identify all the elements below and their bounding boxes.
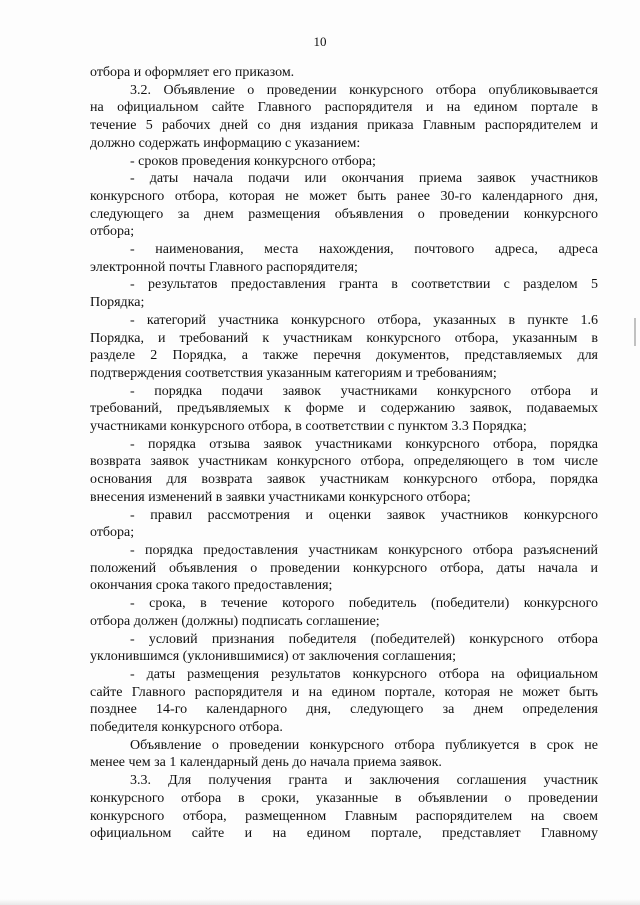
text-line: отбора должен (должны) подписать соглашение; (90, 613, 380, 629)
text-line: - порядка предоставления участникам конкурсного отбора разъяснений (130, 542, 598, 558)
text-line: положений объявления о проведении конкурсного отбора, даты начала и (90, 560, 598, 576)
text-line: отбора и оформляет его приказом. (90, 65, 295, 80)
text-line: 3.3. Для получения гранта и заключения соглашения участник (130, 773, 598, 789)
text-line: Объявление о проведении конкурсного отбора публикуется в срок не (130, 737, 598, 753)
text-line: - порядка отзыва заявок участниками конкурсного отбора, порядка (130, 436, 598, 452)
text-line: следующего за днем размещения объявления о проведении конкурсного (90, 206, 598, 222)
text-line: участниками конкурсного отбора, в соответствии с пунктом 3.3 Порядка; (90, 419, 527, 435)
text-line: - правил рассмотрения и оценки заявок участников конкурсного (130, 507, 598, 523)
text-line: на официальном сайте Главного распорядителя и на едином портале в (90, 100, 598, 116)
text-line: - условий признания победителя (победителей) конкурсного отбора (130, 631, 598, 647)
text-line: - порядка подачи заявок участниками конкурсного отбора и (130, 383, 598, 399)
text-line: отбора; (90, 224, 135, 240)
text-line: официальном сайте и на едином портале, представляет Главному (90, 826, 598, 842)
text-line: Порядка, и требований к участникам конкурсного отбора, указанным в (90, 330, 598, 346)
text-line: - наименования, места нахождения, почтового адреса, адреса (130, 242, 598, 258)
text-line: конкурсного отбора, которая не может быть ранее 30-го календарного дня, (90, 188, 598, 204)
text-line: - категорий участника конкурсного отбора, указанных в пункте 1.6 (130, 312, 598, 328)
text-line: конкурсного отбора в сроки, указанные в объявлении о проведении (90, 790, 598, 806)
text-line: конкурсного отбора, размещенном Главным распорядителем на своем (90, 808, 598, 824)
text-line: разделе 2 Порядка, а также перечня документов, представляемых для (90, 348, 598, 364)
text-line: - даты начала подачи или окончания приема заявок участников (130, 171, 598, 187)
text-line: основания для возврата заявок участникам конкурсного отбора, порядка (90, 472, 598, 488)
text-line: позднее 14-го календарного дня, следующего за днем определения (90, 702, 598, 718)
text-line: возврата заявок участникам конкурсного отбора, определяющего в том числе (90, 454, 598, 470)
text-line: Порядка; (90, 295, 145, 311)
text-line: - даты размещения результатов конкурсного отбора на официальном (130, 666, 598, 682)
text-line: отбора; (90, 525, 135, 541)
text-line: 3.2. Объявление о проведении конкурсного отбора опубликовывается (130, 82, 598, 98)
text-line: электронной почты Главного распорядителя; (90, 259, 358, 275)
text-line: должно содержать информацию с указанием: (90, 135, 361, 151)
text-line: - срока, в течение которого победитель (победители) конкурсного (130, 596, 598, 612)
text-line: - сроков проведения конкурсного отбора; (130, 153, 376, 169)
text-line: сайте Главного распорядителя и на едином портале, которая не может быть (90, 684, 598, 700)
text-line: - результатов предоставления гранта в соответствии с разделом 5 (130, 277, 598, 293)
text-line: победителя конкурсного отбора. (90, 720, 283, 736)
text-line: течение 5 рабочих дней со дня издания приказа Главным распорядителем и (90, 118, 598, 134)
text-line: подтверждения соответствия указанным категориям и требованиям; (90, 365, 497, 381)
text-line: уклонившимся (уклонившимися) от заключения соглашения; (90, 649, 456, 665)
scan-bottom-edge (0, 899, 640, 905)
scan-edge-mark (634, 318, 636, 346)
page-number: 10 (313, 34, 327, 49)
text-line: менее чем за 1 календарный день до начала приема заявок. (90, 755, 442, 771)
text-line: окончания срока такого предоставления; (90, 578, 333, 594)
text-line: внесения изменений в заявки участниками конкурсного отбора; (90, 489, 471, 505)
document-body (90, 64, 598, 843)
text-line: требований, предъявляемых к форме и содержанию заявок, подаваемых (90, 401, 598, 417)
